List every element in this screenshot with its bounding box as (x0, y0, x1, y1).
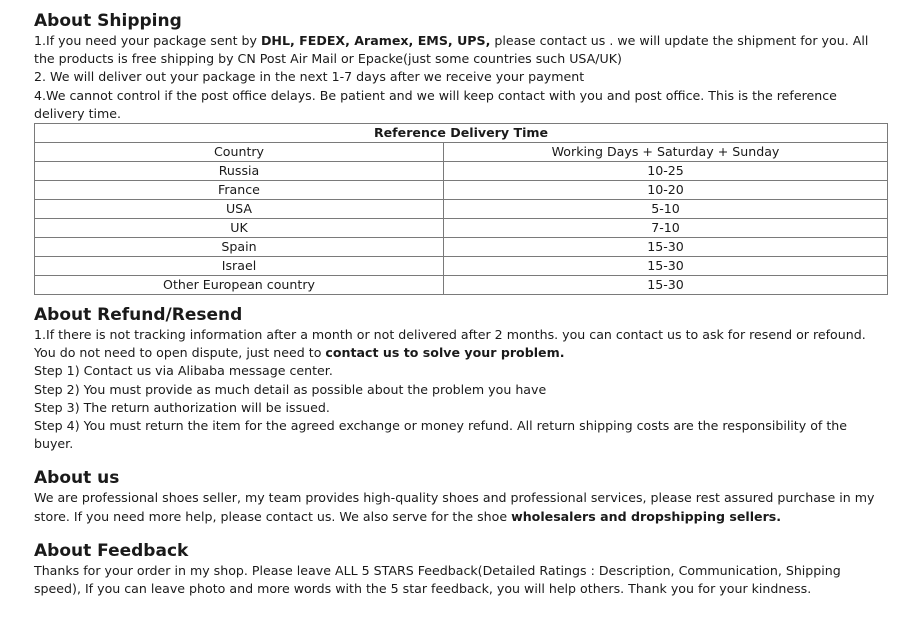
refund-step-1: Step 1) Contact us via Alibaba message center. (34, 363, 333, 379)
days-cell: 10-25 (444, 162, 888, 181)
country-cell: USA (35, 200, 444, 219)
about-us-text-bold: wholesalers and dropshipping sellers. (511, 508, 782, 524)
table-caption-row (35, 124, 888, 143)
days-cell: 10-20 (444, 181, 888, 200)
shipping-p1-pre: 1.If you need your package sent by (34, 33, 261, 48)
country-cell: UK (35, 219, 444, 238)
shipping-carriers: DHL, FEDEX, Aramex, EMS, UPS, (260, 33, 491, 48)
days-cell: 15-30 (444, 257, 888, 276)
shipping-paragraph-1 (34, 32, 890, 68)
about-us-text (34, 489, 890, 525)
table-row (35, 276, 888, 295)
column-header-country: Country (35, 143, 444, 162)
refund-step-2: Step 2) You must provide as much detail as possible about the problem you have (34, 381, 547, 397)
days-cell: 15-30 (444, 238, 888, 257)
table-caption: Reference Delivery Time (35, 124, 888, 143)
about-us-section (34, 467, 890, 525)
refund-p2-pre: You do not need to open dispute, just need to (34, 345, 326, 361)
table-row (35, 257, 888, 276)
about-us-title: About us (34, 468, 120, 489)
about-us-text-pre: We are professional shoes seller, my team provides high-quality shoes and professional services, please rest assured purchase in my store. If you need more help, please contact us. We also serve for the shoe (34, 490, 875, 524)
feedback-title: About Feedback (34, 540, 189, 561)
table-row (35, 181, 888, 200)
refund-paragraph-2 (34, 344, 890, 362)
table-header-row (35, 143, 888, 162)
country-cell: Other European country (35, 276, 444, 295)
refund-section (34, 304, 890, 453)
shipping-title: About Shipping (34, 11, 182, 31)
shipping-section (34, 10, 890, 295)
country-cell: Spain (35, 238, 444, 257)
country-cell: Russia (35, 162, 444, 181)
shipping-paragraph-4: 4.We cannot control if the post office delays. Be patient and we will keep contact with you and post office. This is the reference delivery time. (34, 87, 837, 121)
refund-p2-bold: contact us to solve your problem. (325, 345, 565, 361)
days-cell: 7-10 (444, 219, 888, 238)
refund-paragraph-1: 1.If there is not tracking information after a month or not delivered after 2 months. you can contact us to ask for resend or refound. (34, 327, 866, 343)
shipping-paragraph-2: 2. We will deliver out your package in the next 1-7 days after we receive your payment (34, 69, 585, 85)
table-row (35, 219, 888, 238)
country-cell: France (35, 181, 444, 200)
feedback-section (34, 540, 890, 598)
refund-step-3: Step 3) The return authorization will be issued. (34, 399, 330, 415)
table-row (35, 162, 888, 181)
table-row (35, 200, 888, 219)
refund-step-4: Step 4) You must return the item for the agreed exchange or money refund. All return shipping costs are the responsibility of the buyer. (34, 418, 848, 452)
delivery-time-table (34, 123, 888, 295)
shipping-p1-post: please contact us . we will update the shipment for you. All the products is free shipping by CN Post Air Mail or Epacke(just some countries such USA/UK) (34, 33, 869, 67)
days-cell: 15-30 (444, 276, 888, 295)
column-header-days: Working Days + Saturday + Sunday (444, 143, 888, 162)
table-row (35, 238, 888, 257)
days-cell: 5-10 (444, 200, 888, 219)
feedback-text: Thanks for your order in my shop. Please leave ALL 5 STARS Feedback(Detailed Ratings : Description, Communication, Shipping speed), If you can leave photo and more words with the 5 star feedback, you will help others. Thank you for your kindness. (34, 562, 841, 597)
country-cell: Israel (35, 257, 444, 276)
refund-title: About Refund/Resend (34, 305, 243, 326)
